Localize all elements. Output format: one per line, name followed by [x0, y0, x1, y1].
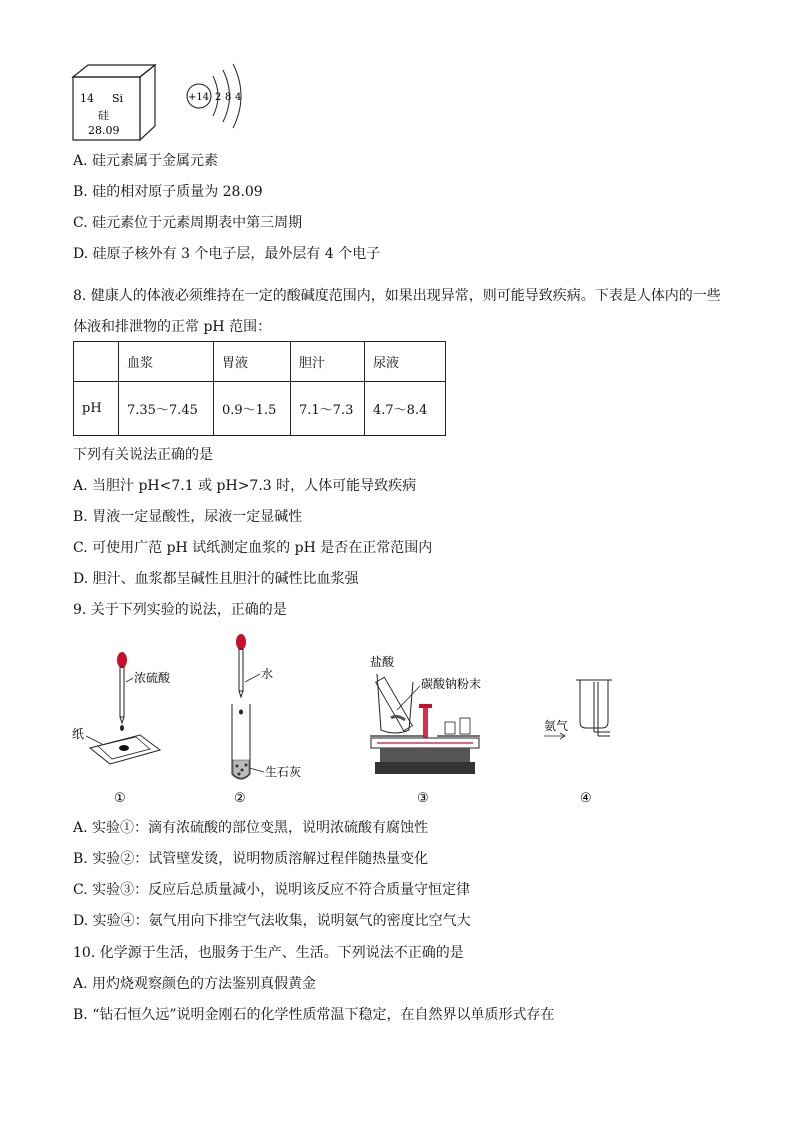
label-num-1: ① — [114, 791, 126, 806]
element-name: 硅 — [98, 109, 109, 122]
label-sodium-carbonate: 碳酸钠粉末 — [421, 677, 482, 691]
label-num-3: ③ — [417, 791, 429, 806]
q9-option-a: A. 实验①：滴有浓硫酸的部位变黑，说明浓硫酸有腐蚀性 — [73, 820, 429, 836]
table-header-cell: 胆汁 — [291, 342, 365, 382]
silicon-element-card — [70, 62, 165, 142]
q10-stem: 10. 化学源于生活，也服务于生产、生活。下列说法不正确的是 — [73, 945, 464, 961]
blackened-spot — [119, 745, 129, 751]
dropper-bulb — [236, 634, 246, 650]
q9-stem: 9. 关于下列实验的说法，正确的是 — [73, 602, 287, 618]
label-quicklime: 生石灰 — [265, 765, 302, 779]
table-header-cell — [74, 342, 119, 382]
q7-option-b: B. 硅的相对原子质量为 28.09 — [73, 184, 263, 200]
table-cell: 7.35～7.45 — [119, 382, 214, 436]
q10-option-a: A. 用灼烧观察颜色的方法鉴别真假黄金 — [73, 976, 317, 992]
table-row — [74, 382, 446, 436]
silicon-atom-structure-diagram — [183, 62, 253, 134]
table-header-cell: 尿液 — [365, 342, 446, 382]
label-water: 水 — [261, 667, 274, 681]
experiment-1-figure — [70, 650, 190, 810]
q7-option-c: C. 硅元素位于元素周期表中第三周期 — [73, 215, 303, 231]
q8-option-c: C. 可使用广范 pH 试纸测定血浆的 pH 是否在正常范围内 — [73, 540, 433, 556]
nucleus-charge: +14 — [188, 92, 210, 103]
q8-option-b: B. 胃液一定显酸性，尿液一定显碱性 — [73, 509, 303, 525]
table-cell: 4.7～8.4 — [365, 382, 446, 436]
experiment-3-figure — [365, 652, 515, 812]
element-number: 14 — [80, 92, 94, 105]
q8-prompt: 下列有关说法正确的是 — [73, 447, 213, 463]
q9-option-c: C. 实验③：反应后总质量减小，说明该反应不符合质量守恒定律 — [73, 882, 471, 898]
label-hydrochloric: 盐酸 — [370, 655, 395, 669]
shell-3-electrons: 4 — [235, 92, 242, 103]
q8-option-d: D. 胆汁、血浆都呈碱性且胆汁的碱性比血浆强 — [73, 571, 359, 587]
element-mass: 28.09 — [88, 124, 120, 137]
experiment-4-figure — [540, 672, 630, 812]
q8-stem-line-2: 体液和排泄物的正常 pH 范围： — [73, 319, 272, 335]
table-cell: 0.9～1.5 — [214, 382, 291, 436]
table-cell: pH — [74, 382, 119, 436]
table-header-row — [74, 342, 446, 382]
label-num-4: ④ — [580, 791, 592, 806]
experiment-2-figure — [215, 632, 315, 812]
table-header-cell: 血浆 — [119, 342, 214, 382]
shell-2-electrons: 8 — [225, 92, 232, 103]
label-num-2: ② — [234, 791, 246, 806]
label-ammonia: 氨气 — [544, 719, 569, 733]
q8-stem-line-1: 8. 健康人的体液必须维持在一定的酸碱度范围内，如果出现异常，则可能导致疾病。下表是人体内的一些 — [73, 288, 721, 304]
label-conc-sulfuric: 浓硫酸 — [134, 671, 171, 685]
ph-range-table — [73, 341, 446, 436]
table-header-cell: 胃液 — [214, 342, 291, 382]
q8-option-a: A. 当胆汁 pH<7.1 或 pH>7.3 时，人体可能导致疾病 — [73, 478, 417, 494]
table-cell: 7.1～7.3 — [291, 382, 365, 436]
q7-option-d: D. 硅原子核外有 3 个电子层，最外层有 4 个电子 — [73, 246, 381, 262]
q7-option-a: A. 硅元素属于金属元素 — [73, 153, 219, 169]
q9-option-d: D. 实验④：氨气用向下排空气法收集，说明氨气的密度比空气大 — [73, 913, 471, 929]
label-paper: 纸 — [72, 727, 85, 741]
q9-option-b: B. 实验②：试管壁发烫，说明物质溶解过程伴随热量变化 — [73, 851, 429, 867]
q10-option-b: B. “钻石恒久远”说明金刚石的化学性质常温下稳定，在自然界以单质形式存在 — [73, 1007, 555, 1023]
dropper-bulb — [117, 652, 127, 668]
shell-1-electrons: 2 — [215, 92, 222, 103]
element-symbol: Si — [112, 92, 124, 105]
